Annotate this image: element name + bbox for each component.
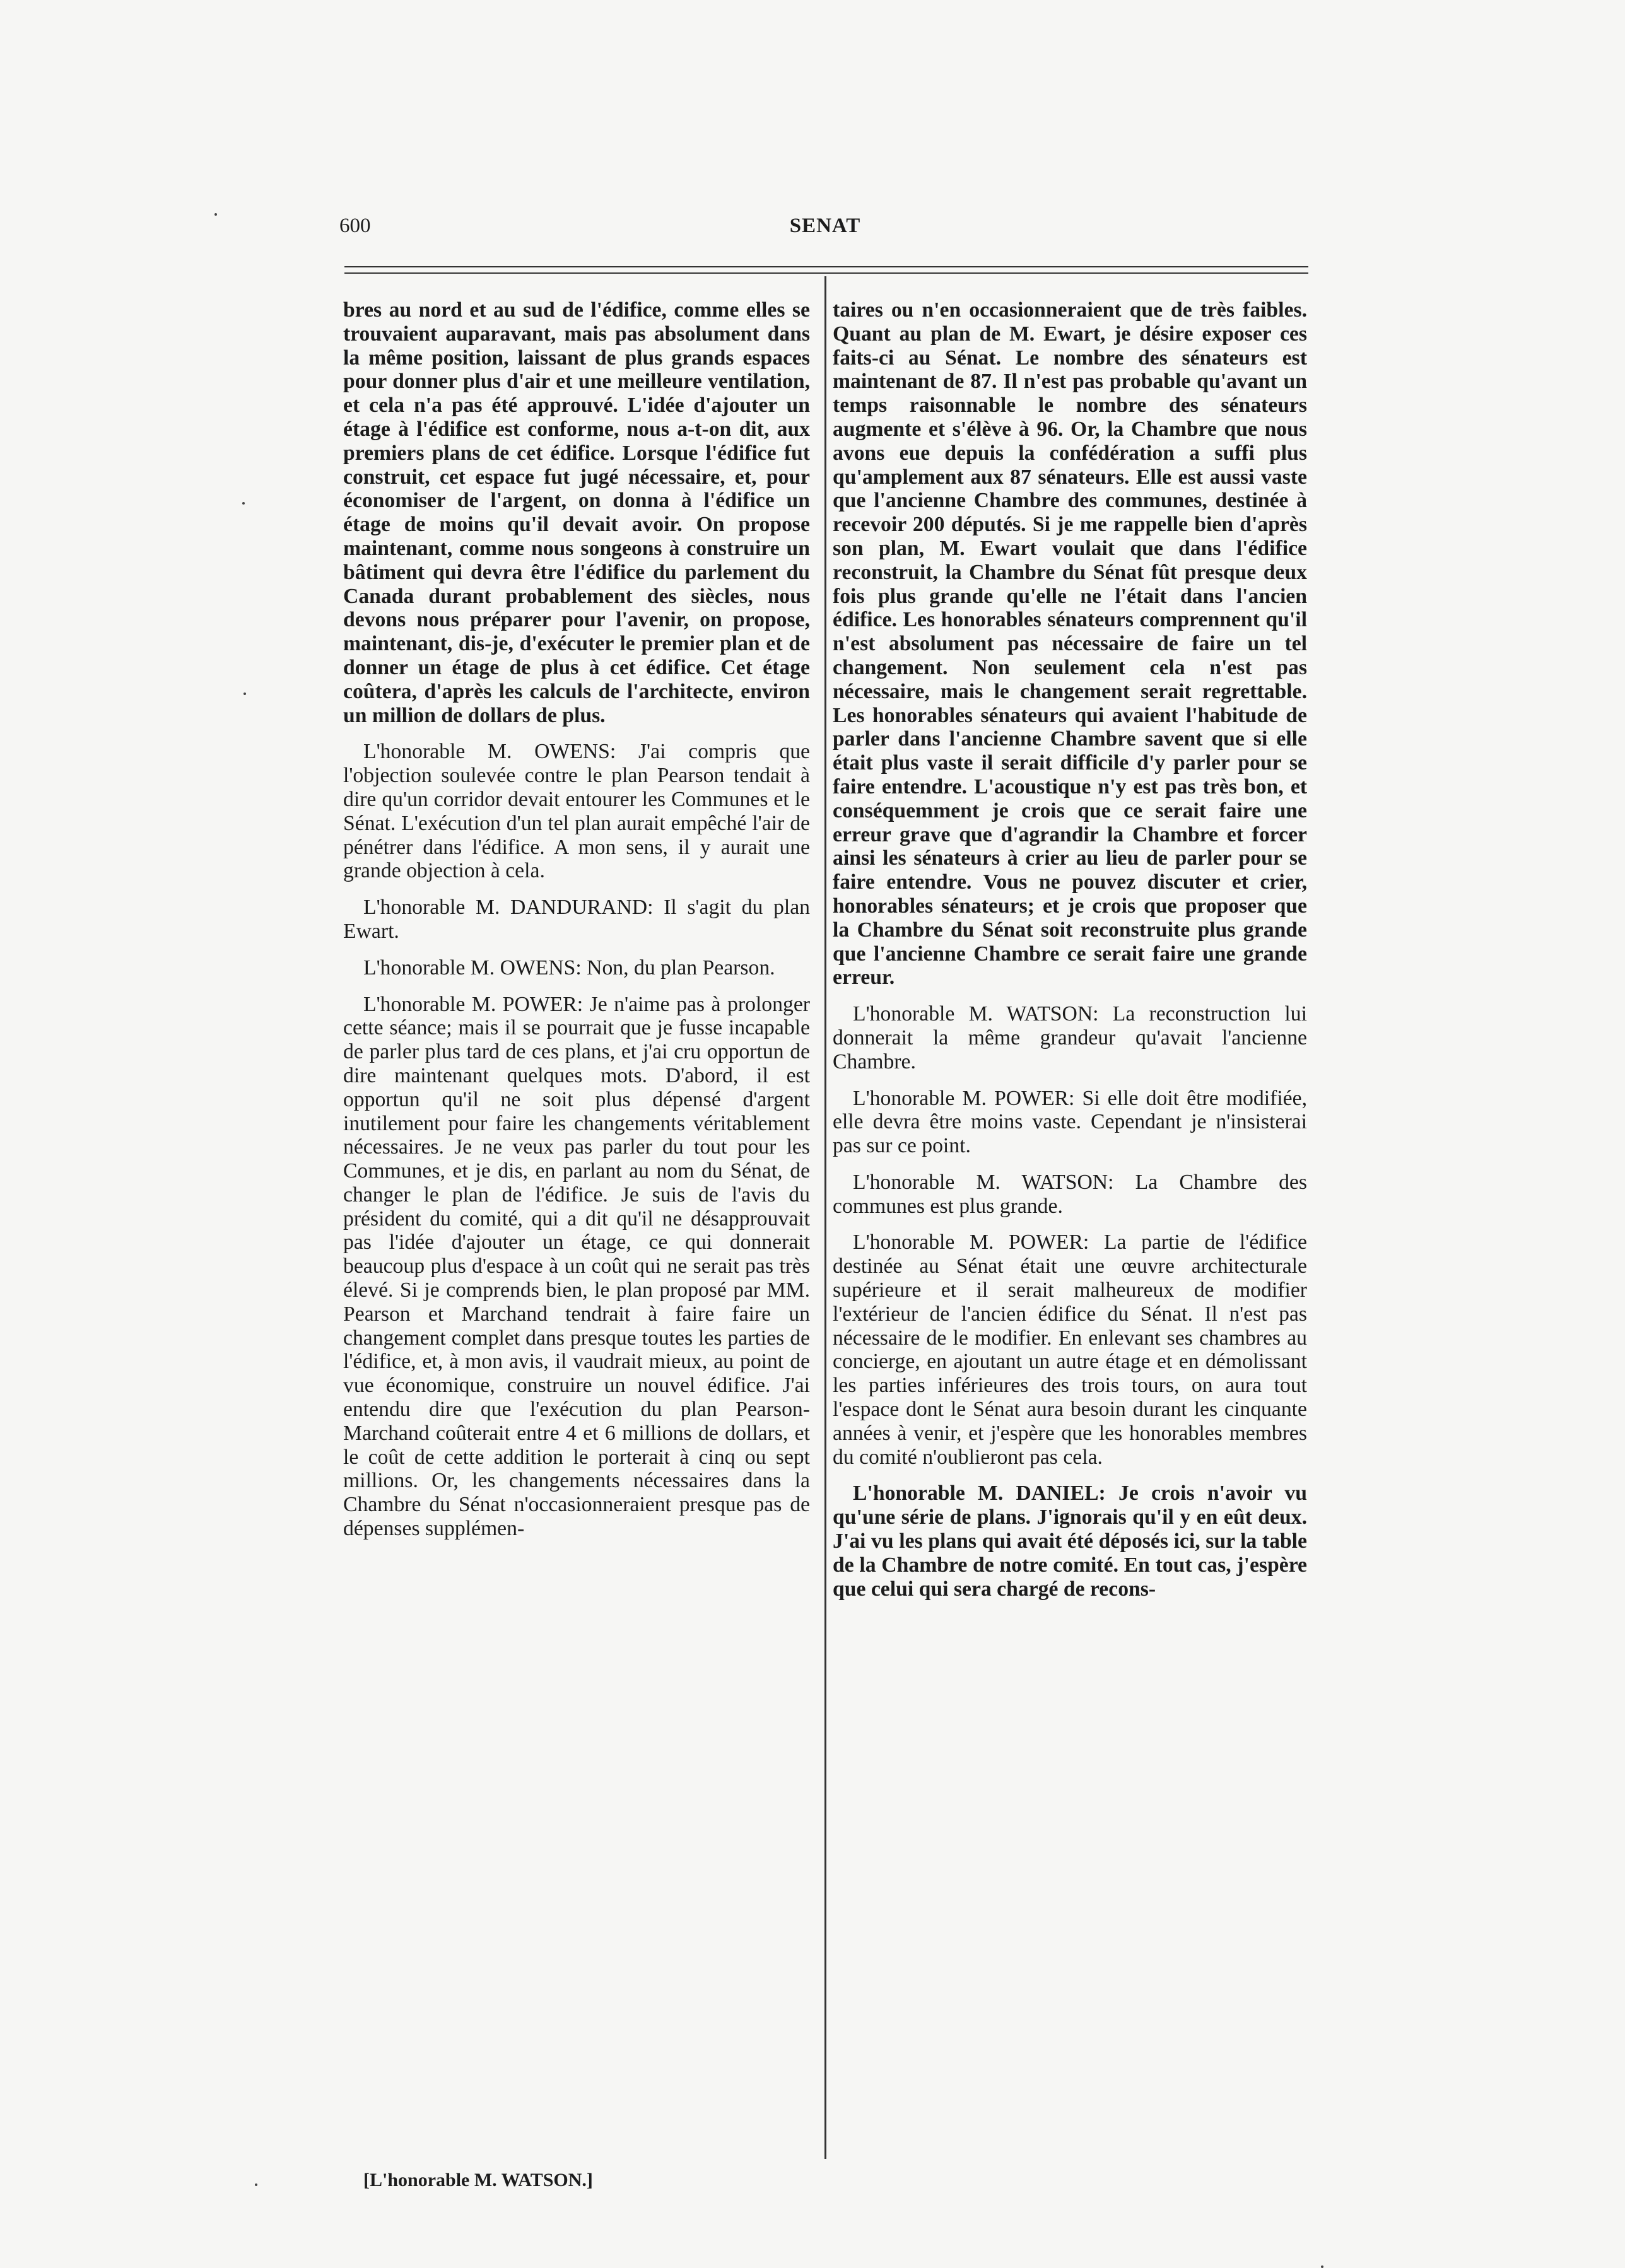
- header-rule-bottom: [344, 272, 1308, 274]
- left-paragraph: L'honorable M. DANDURAND: Il s'agit du plan Ewart.: [343, 896, 810, 943]
- right-paragraph: L'honorable M. WATSON: La reconstruction lui donnerait la même grandeur qu'avait l'ancienne Chambre.: [833, 1002, 1307, 1073]
- scan-speck: [1321, 2265, 1323, 2268]
- running-title: SENAT: [789, 214, 861, 237]
- left-paragraph: L'honorable M. POWER: Je n'aime pas à prolonger cette séance; mais il se pourrait que je fusse incapable de parler plus tard de ces plans, et j'ai cru opportun de dire maintenant quelques mots. D'abord, il est opportun qu'il ne soit plus dépensé d'argent inutilement pour faire les changements véritablement nécessaires. Je ne veux pas parler du tout pour les Communes, et je dis, en parlant au nom du Sénat, de changer le plan de l'édifice. Je suis de l'avis du président du comité, qui a dit qu'il ne désapprouvait pas l'idée d'ajouter un étage, ce qui donnerait beaucoup plus d'espace à un coût qui ne serait pas très élevé. Si je comprends bien, le plan proposé par MM. Pearson et Marchand tendrait à faire faire un changement complet dans presque toutes les parties de l'édifice, et, à mon avis, il vaudrait mieux, au point de vue économique, construire un nouvel édifice. J'ai entendu dire que l'exécution du plan Pearson-Marchand coûterait entre 4 et 6 millions de dollars, et le coût de cette addition le porterait à cinq ou sept millions. Or, les changements nécessaires dans la Chambre du Sénat n'occasionneraient presque pas de dépenses supplémen-: [343, 992, 810, 1541]
- scan-speck: [214, 213, 217, 216]
- footer-speaker-note: [L'honorable M. WATSON.]: [363, 2170, 593, 2190]
- right-paragraph: L'honorable M. WATSON: La Chambre des communes est plus grande.: [833, 1170, 1307, 1218]
- scan-speck: [255, 2183, 257, 2186]
- right-paragraph: L'honorable M. DANIEL: Je crois n'avoir vu qu'une série de plans. J'ignorais qu'il y en eût deux. J'ai vu les plans qui avait été déposés ici, sur la table de la Chambre de notre comité. En tout cas, j'espère que celui qui sera chargé de recons-: [833, 1482, 1307, 1601]
- page-number: 600: [339, 214, 371, 237]
- right-paragraph: L'honorable M. POWER: La partie de l'édifice destinée au Sénat était une œuvre architecturale supérieure et il serait malheureux de modifier l'extérieur de l'ancien édifice du Sénat. Il n'est pas nécessaire de le modifier. En enlevant ses chambres au concierge, en ajoutant un autre étage et en démolissant les parties inférieures des trois tours, on aura tout l'espace dont le Sénat aura besoin durant les cinquante années à venir, et j'espère que les honorables membres du comité n'oublieront pas cela.: [833, 1230, 1307, 1469]
- left-column: [343, 298, 810, 1553]
- right-column: [833, 298, 1307, 1613]
- column-divider: [824, 276, 826, 2159]
- page-header: [339, 214, 1311, 246]
- left-paragraph: L'honorable M. OWENS: J'ai compris que l'objection soulevée contre le plan Pearson tendait à dire qu'un corridor devait entourer les Communes et le Sénat. L'exécution d'un tel plan aurait empêché l'air de pénétrer dans l'édifice. A mon sens, il y aurait une grande objection à cela.: [343, 740, 810, 883]
- right-paragraph: taires ou n'en occasionneraient que de très faibles. Quant au plan de M. Ewart, je désire exposer ces faits-ci au Sénat. Le nombre des sénateurs est maintenant de 87. Il n'est pas probable qu'avant un temps raisonnable le nombre des sénateurs augmente et s'élève à 96. Or, la Chambre que nous avons eue depuis la confédération a suffi plus qu'amplement aux 87 sénateurs. Elle est aussi vaste que l'ancienne Chambre des communes, destinée à recevoir 200 députés. Si je me rappelle bien d'après son plan, M. Ewart voulait que dans l'édifice reconstruit, la Chambre du Sénat fût presque deux fois plus grande qu'elle ne l'était dans l'ancien édifice. Les honorables sénateurs comprennent qu'il n'est absolument pas nécessaire de faire un tel changement. Non seulement cela n'est pas nécessaire, mais le changement serait regrettable. Les honorables sénateurs qui avaient l'habitude de parler dans l'ancienne Chambre savent que si elle était plus vaste il serait difficile d'y parler pour se faire entendre. L'acoustique n'y est pas très bon, et conséquemment je crois que ce serait faire une erreur grave que d'agrandir la Chambre et forcer ainsi les sénateurs à crier au lieu de parler pour se faire entendre. Vous ne pouvez discuter et crier, honorables sénateurs; et je crois que proposer que la Chambre du Sénat soit reconstruite plus grande que l'ancienne Chambre ce serait faire une grande erreur.: [833, 298, 1307, 990]
- right-paragraph: L'honorable M. POWER: Si elle doit être modifiée, elle devra être moins vaste. Cependant je n'insisterai pas sur ce point.: [833, 1086, 1307, 1158]
- header-rule-top: [344, 266, 1308, 267]
- left-paragraph: L'honorable M. OWENS: Non, du plan Pearson.: [363, 956, 775, 979]
- scan-speck: [242, 502, 245, 505]
- left-paragraph: bres au nord et au sud de l'édifice, comme elles se trouvaient auparavant, mais pas absolument dans la même position, laissant de plus grands espaces pour donner plus d'air et une meilleure ventilation, et cela n'a pas été approuvé. L'idée d'ajouter un étage à l'édifice est conforme, nous a-t-on dit, aux premiers plans de cet édifice. Lorsque l'édifice fut construit, cet espace fut jugé nécessaire, et, pour économiser de l'argent, on donna à l'édifice un étage de moins qu'il devait avoir. On propose maintenant, comme nous songeons à construire un bâtiment qui devra être l'édifice du parlement du Canada durant probablement des siècles, nous devons nous préparer pour l'avenir, on propose, maintenant, dis-je, d'exécuter le premier plan et de donner un étage de plus à cet édifice. Cet étage coûtera, d'après les calculs de l'architecte, environ un million de dollars de plus.: [343, 298, 810, 727]
- scan-speck: [243, 693, 246, 695]
